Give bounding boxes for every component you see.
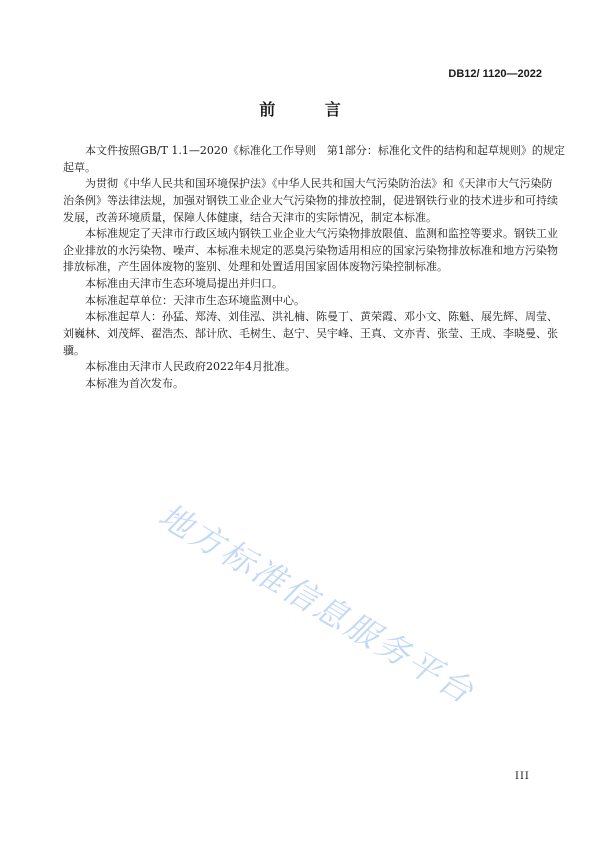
document-number: DB12/ 1120—2022 bbox=[448, 68, 542, 80]
paragraph bbox=[63, 309, 558, 359]
paragraph-line: 本文件按照GB/T 1.1—2020《标准化工作导则 第1部分：标准化文件的结构和起草规则》的规定 bbox=[85, 144, 565, 157]
paragraph-line: 骥。 bbox=[63, 343, 85, 357]
paragraph bbox=[63, 143, 565, 176]
paragraph-line: 本标准起草单位：天津市生态环境监测中心。 bbox=[85, 293, 305, 307]
paragraph-line: 本标准规定了天津市行政区域内钢铁工业企业大气污染物排放限值、监测和监控等要求。钢铁工业 bbox=[85, 227, 558, 241]
paragraph-line: 本标准起草人：孙猛、郑涛、刘佳泓、洪礼楠、陈曼丁、黄荣霞、邓小文、陈魁、展先辉、周莹、 bbox=[85, 310, 558, 324]
paragraph bbox=[63, 226, 558, 276]
paragraph-line: 本标准由天津市人民政府2022年4月批准。 bbox=[85, 360, 296, 374]
paragraph-line: 排放标准，产生固体废物的鉴别、处理和处置适用国家固体废物污染控制标准。 bbox=[63, 260, 448, 274]
paragraph-line: 发展，改善环境质量，保障人体健康，结合天津市的实际情况，制定本标准。 bbox=[63, 210, 437, 224]
paragraph-line: 起草。 bbox=[63, 160, 96, 174]
paragraph bbox=[63, 176, 558, 226]
paragraph-line: 治条例》等法律法规，加强对钢铁工业企业大气污染物的排放控制，促进钢铁行业的技术进步和可持续 bbox=[63, 193, 558, 207]
paragraph-line: 为贯彻《中华人民共和国环境保护法》《中华人民共和国大气污染防治法》和《天津市大气污染防 bbox=[85, 177, 553, 191]
page-title: 前 言 bbox=[259, 100, 363, 119]
paragraph bbox=[63, 276, 538, 293]
paragraph bbox=[63, 376, 538, 393]
paragraph bbox=[63, 293, 538, 310]
watermark: 地方标准信息服务平台 bbox=[151, 495, 482, 712]
document-body bbox=[63, 143, 565, 393]
paragraph-line: 本标准由天津市生态环境局提出并归口。 bbox=[85, 277, 283, 291]
paragraph bbox=[63, 359, 538, 376]
paragraph-line: 企业排放的水污染物、噪声、本标准未规定的恶臭污染物适用相应的国家污染物排放标准和地方污染物 bbox=[63, 243, 558, 257]
page-number: III bbox=[515, 771, 530, 782]
paragraph-line: 本标准为首次发布。 bbox=[85, 376, 184, 390]
paragraph-line: 刘巍林、刘茂辉、翟浩杰、郜计欣、毛树生、赵宁、吴宇峰、王真、文亦青、张莹、王成、李晓曼、张 bbox=[63, 327, 558, 341]
